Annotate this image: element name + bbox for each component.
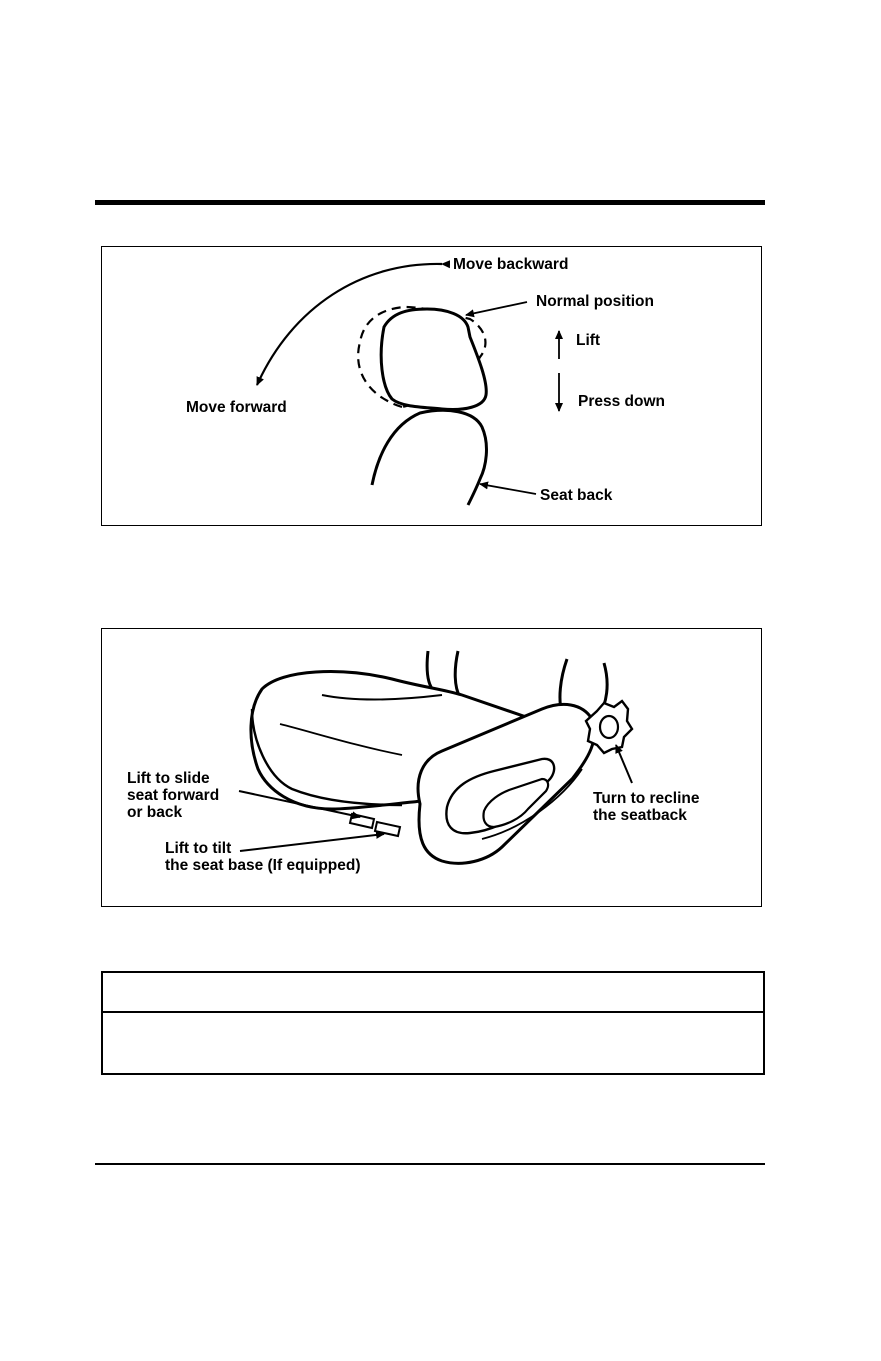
info-table (101, 971, 765, 1075)
turn-to-recline-label: Turn to recline the seatback (593, 790, 700, 824)
normal-head-restraint (381, 309, 486, 409)
seat-controls-figure (101, 628, 762, 907)
move-forward-label: Move forward (186, 399, 287, 416)
lift-to-slide-label: Lift to slide seat forward or back (127, 770, 220, 821)
recline-pointer (616, 745, 632, 783)
top-rule (95, 200, 765, 205)
head-restraint-figure (101, 246, 762, 526)
normal-position-label: Normal position (536, 293, 654, 310)
lift-to-tilt-label: Lift to tilt the seat base (If equipped) (165, 840, 361, 874)
seat-back-pointer (480, 484, 536, 494)
table-header-row (103, 973, 763, 1013)
lift-label: Lift (576, 332, 601, 349)
normal-position-pointer (466, 302, 527, 315)
table-body-row (103, 1013, 763, 1073)
seat-back-outline (372, 410, 486, 505)
press-down-label: Press down (578, 393, 665, 410)
bottom-rule (95, 1163, 765, 1165)
head-restraint-illustration (102, 247, 763, 527)
move-backward-label: Move backward (453, 256, 569, 273)
seat-back-label: Seat back (540, 487, 613, 504)
